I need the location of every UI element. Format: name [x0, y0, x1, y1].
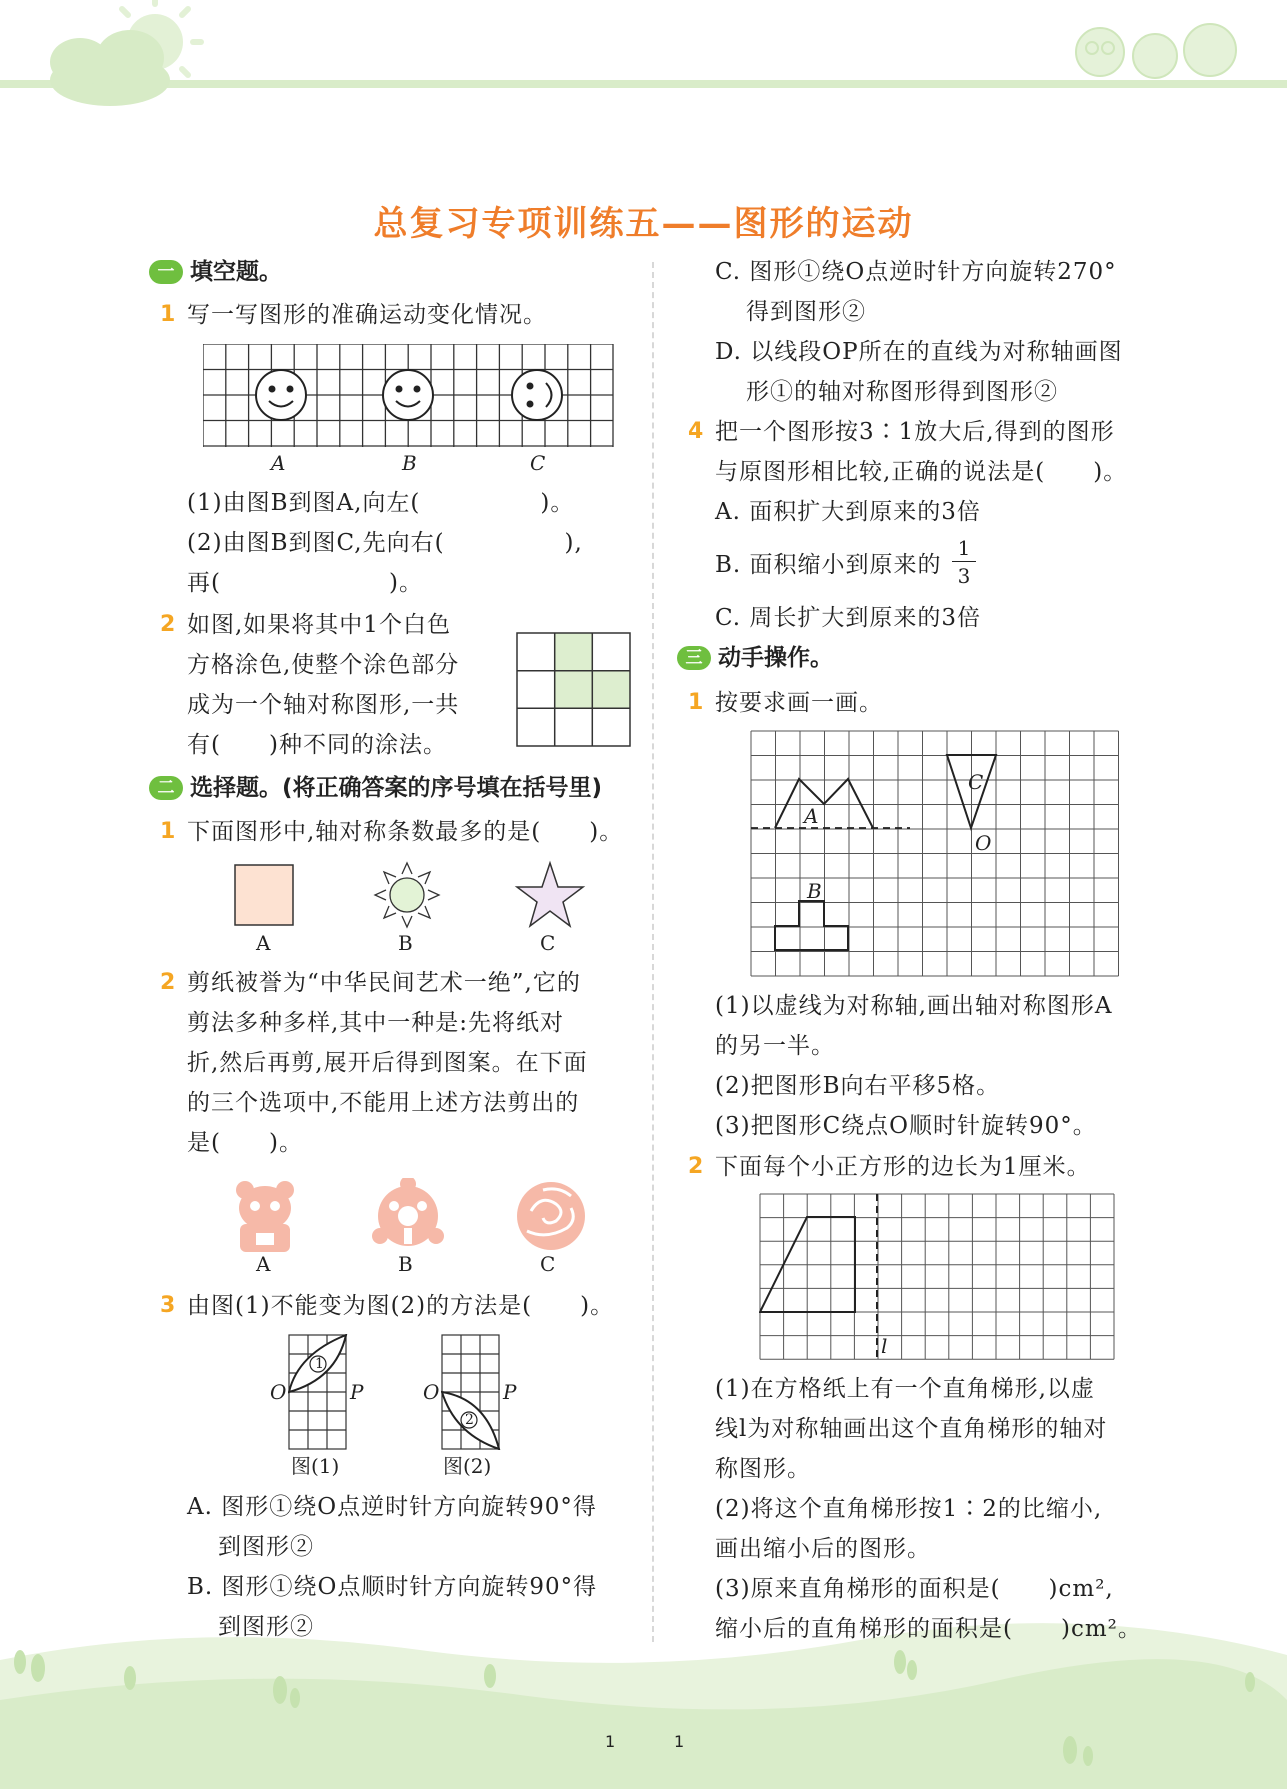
sub-question: (2)将这个直角梯形按1∶2的比缩小,: [715, 1496, 1103, 1522]
papercut-options-figure: [230, 1178, 590, 1258]
cloud-icon: [50, 30, 170, 106]
shape-label-B: B: [807, 879, 822, 903]
shape-label-A: A: [804, 804, 819, 828]
panda-papercut-icon: [236, 1181, 294, 1252]
question-number: 4: [688, 419, 704, 444]
shape-options-figure: [230, 860, 590, 932]
question-text: 剪纸被誉为“中华民间艺术一绝”,它的: [187, 970, 581, 996]
sun-shape: [375, 863, 439, 927]
axis-label-l: l: [881, 1334, 888, 1358]
point-label-O: O: [975, 831, 992, 855]
footer-landscape: [0, 1620, 1287, 1789]
option-C-text: 得到图形②: [746, 299, 866, 325]
section-badge-1: 一: [149, 260, 183, 284]
circled-number-1: 1: [315, 1356, 324, 1372]
sub-question: 再( )。: [187, 570, 423, 596]
option-label-C: C: [540, 931, 556, 955]
question-number: 1: [160, 819, 176, 844]
figure-label-A: A: [271, 451, 286, 475]
page-number: 1: [605, 1732, 616, 1751]
circled-number-2: 2: [465, 1412, 474, 1428]
question-number: 2: [160, 612, 176, 637]
star-shape: [517, 863, 583, 926]
option-D-text: 形①的轴对称图形得到图形②: [746, 379, 1058, 405]
question-text: 折,然后再剪,展开后得到图案。在下面: [187, 1050, 588, 1076]
fraction-denominator: 3: [957, 564, 971, 588]
page-number: 1: [674, 1732, 685, 1751]
sub-question: (3)原来直角梯形的面积是( )cm²,: [715, 1576, 1114, 1602]
point-label-O: O: [423, 1380, 440, 1404]
option-label-C: C: [540, 1252, 556, 1276]
section-title-fill: 填空题。: [190, 259, 282, 285]
header-decoration: [0, 0, 1287, 130]
question-text: 由图(1)不能变为图(2)的方法是( )。: [187, 1293, 615, 1319]
option-A-text: A. 面积扩大到原来的3倍: [715, 499, 981, 525]
question-text: 是( )。: [187, 1130, 303, 1156]
figure-caption-1: 图(1): [291, 1454, 340, 1478]
swirl-papercut-icon: [517, 1182, 585, 1250]
option-C-text: C. 图形①绕O点逆时针方向旋转270°: [715, 259, 1117, 285]
section-badge-2: 二: [149, 776, 183, 800]
sub-question: (3)把图形C绕点O顺时针旋转90°。: [715, 1113, 1097, 1139]
option-label-A: A: [256, 1252, 271, 1276]
sub-question: 线l为对称轴画出这个直角梯形的轴对: [715, 1416, 1108, 1442]
point-label-O: O: [270, 1380, 287, 1404]
question-text: 成为一个轴对称图形,一共: [187, 692, 460, 718]
option-B-text: 到图形②: [218, 1614, 314, 1640]
question-number: 1: [688, 690, 704, 715]
sub-question: (2)把图形B向右平移5格。: [715, 1073, 1001, 1099]
sub-question: (2)由图B到图C,先向右( ),: [187, 530, 583, 556]
flower-papercut-icon: [372, 1178, 444, 1246]
column-divider: [652, 262, 654, 1642]
point-label-P: P: [350, 1380, 364, 1404]
sub-question: 称图形。: [715, 1456, 811, 1482]
question-text: 与原图形相比较,正确的说法是( )。: [715, 459, 1128, 485]
option-B-text: B. 面积缩小到原来的: [715, 552, 942, 578]
section-title-hands-on: 动手操作。: [718, 645, 833, 671]
question-text: 的三个选项中,不能用上述方法剪出的: [187, 1090, 580, 1116]
cartoon-animals-icon: [1076, 24, 1236, 78]
option-C-text: C. 周长扩大到原来的3倍: [715, 605, 982, 631]
option-D-text: D. 以线段OP所在的直线为对称轴画图: [715, 339, 1123, 365]
option-label-B: B: [398, 1252, 413, 1276]
figure-1-grid: [288, 1334, 352, 1450]
point-label-P: P: [503, 1380, 517, 1404]
option-label-A: A: [256, 931, 271, 955]
question-number: 1: [160, 302, 176, 327]
smiley-face-B: [383, 370, 433, 420]
drawing-grid-figure-1: [750, 730, 1124, 978]
fraction-bar: [952, 561, 976, 562]
option-A-text: A. 图形①绕O点逆时针方向旋转90°得: [187, 1494, 597, 1520]
option-A-text: 到图形②: [218, 1534, 314, 1560]
sub-question: 的另一半。: [715, 1033, 835, 1059]
figure-caption-2: 图(2): [443, 1454, 492, 1478]
page-title: 总复习专项训练五——图形的运动: [373, 204, 914, 244]
figure-label-B: B: [402, 451, 417, 475]
sub-question: (1)以虚线为对称轴,画出轴对称图形A: [715, 993, 1113, 1019]
question-text: 下面图形中,轴对称条数最多的是( )。: [187, 819, 624, 845]
question-number: 3: [160, 1293, 176, 1318]
option-B-text: B. 图形①绕O点顺时针方向旋转90°得: [187, 1574, 598, 1600]
question-text: 按要求画一画。: [715, 690, 883, 716]
smiley-face-A: [256, 370, 306, 420]
question-text: 写一写图形的准确运动变化情况。: [187, 302, 547, 328]
smiley-face-C: [512, 370, 562, 420]
sub-question: 画出缩小后的图形。: [715, 1536, 931, 1562]
question-number: 2: [160, 970, 176, 995]
question-text: 把一个图形按3∶1放大后,得到的图形: [715, 419, 1115, 445]
fraction-numerator: 1: [957, 536, 971, 560]
drawing-grid-figure-2: [759, 1193, 1115, 1361]
sub-question: (1)在方格纸上有一个直角梯形,以虚: [715, 1376, 1095, 1402]
sub-question: (1)由图B到图A,向左( )。: [187, 490, 575, 516]
option-label-B: B: [398, 931, 413, 955]
square-shape: [235, 865, 293, 925]
question-text: 如图,如果将其中1个白色: [187, 612, 451, 638]
section-badge-3: 三: [677, 646, 711, 670]
question-text: 方格涂色,使整个涂色部分: [187, 652, 460, 678]
shape-B: [775, 901, 848, 950]
question-text: 剪法多种多样,其中一种是:先将纸对: [187, 1010, 565, 1036]
figure-label-C: C: [530, 451, 546, 475]
figure-2-grid: [441, 1334, 505, 1450]
faces-grid-figure: [203, 344, 615, 448]
sub-question: 缩小后的直角梯形的面积是( )cm²。: [715, 1616, 1142, 1642]
question-number: 2: [688, 1154, 704, 1179]
question-text: 下面每个小正方形的边长为1厘米。: [715, 1154, 1091, 1180]
shaded-3x3-grid: [516, 632, 632, 748]
question-text: 有( )种不同的涂法。: [187, 732, 447, 758]
shape-label-C: C: [968, 770, 984, 794]
section-title-choice: 选择题。(将正确答案的序号填在括号里): [190, 775, 603, 801]
